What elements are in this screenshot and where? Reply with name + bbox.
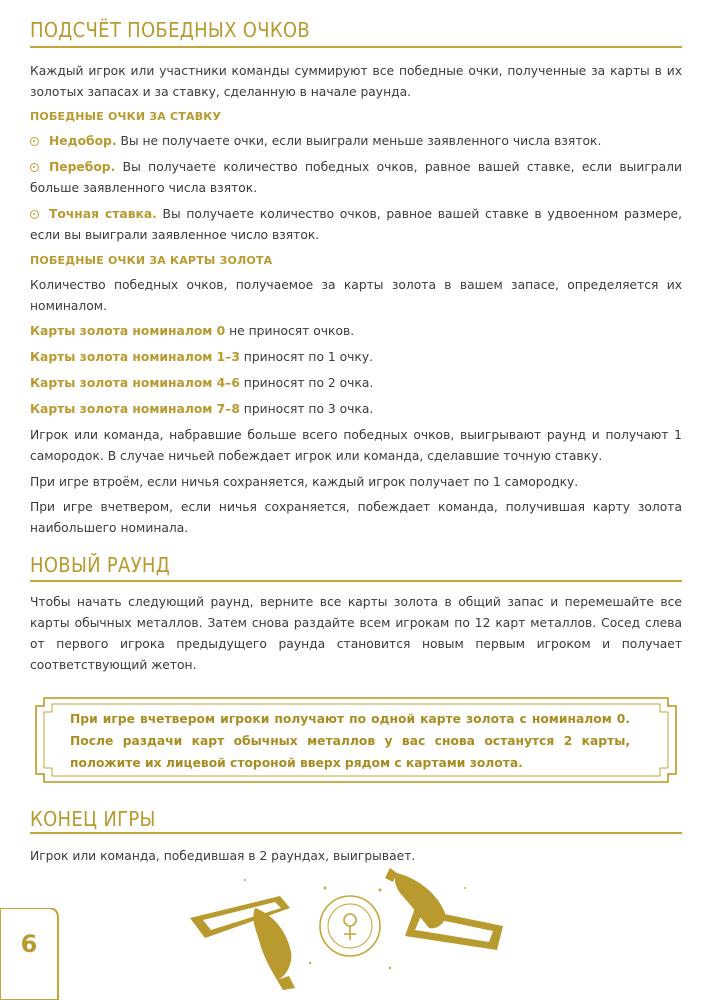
four-players-text: При игре вчетвером, если ничья сохраняется, побеждает команда, получившая карту золота наибольшего номинала. bbox=[30, 500, 682, 535]
page-number-tab bbox=[0, 908, 62, 1000]
section-divider bbox=[30, 46, 682, 48]
gold-item-7-8: Карты золота номиналом 7–8 приносят по 3 очка. bbox=[30, 402, 374, 416]
bullet-icon bbox=[30, 137, 39, 146]
gold-intro: Количество победных очков, получаемое за карты золота в вашем запасе, определяется их номиналом. bbox=[30, 278, 682, 313]
page-number: 6 bbox=[20, 930, 38, 958]
bid-item-exact: Точная ставка. Вы получаете количество очков, равное вашей ставке в удвоенном размере, если вы выиграли заявленное число взяток. bbox=[30, 207, 682, 242]
section-title-scoring: ПОДСЧЁТ ПОБЕДНЫХ ОЧКОВ bbox=[30, 18, 311, 42]
section-title-new-round: НОВЫЙ РАУНД bbox=[30, 553, 171, 577]
hands-illustration bbox=[185, 868, 515, 993]
winner-text: Игрок или команда, набравшие больше всего победных очков, выигрывают раунд и получают 1 самородок. В случае ничьей побеждает игрок или команда, сделавшие точную ставку. bbox=[30, 428, 682, 463]
end-game-text: Игрок или команда, победившая в 2 раундах, выигрывает. bbox=[30, 849, 416, 863]
new-round-text: Чтобы начать следующий раунд, верните все карты золота в общий запас и перемешайте все карты обычных металлов. Затем снова раздайте всем игрокам по 12 карт металлов. Сосед слева от первого игрока предыдущего раунда становится новым первым игроком и получает соответствующий жетон. bbox=[30, 595, 682, 672]
four-players-note: При игре вчетвером игроки получают по одной карте золота с номиналом 0. После раздачи карт обычных металлов у вас снова останутся 2 карты, положите их лицевой стороной вверх рядом с картами золота. bbox=[70, 712, 630, 770]
three-players-text: При игре втроём, если ничья сохраняется, каждый игрок получает по 1 самородку. bbox=[30, 475, 579, 489]
bid-item-under: Недобор. Вы не получаете очки, если выиграли меньше заявленного числа взяток. bbox=[30, 131, 682, 152]
gold-item-4-6: Карты золота номиналом 4–6 приносят по 2 очка. bbox=[30, 376, 374, 390]
bullet-icon bbox=[30, 163, 39, 172]
scoring-intro: Каждый игрок или участники команды суммируют все победные очки, полученные за карты в их золотых запасах и за ставку, сделанную в начале раунда. bbox=[30, 64, 682, 99]
bid-heading: ПОБЕДНЫЕ ОЧКИ ЗА СТАВКУ bbox=[30, 110, 222, 123]
gold-item-1-3: Карты золота номиналом 1–3 приносят по 1 очку. bbox=[30, 350, 374, 364]
bid-item-over: Перебор. Вы получаете количество победных очков, равное вашей ставке, если выиграли больше заявленного числа взяток. bbox=[30, 160, 682, 195]
gold-item-0: Карты золота номиналом 0 не приносят очков. bbox=[30, 324, 355, 338]
bullet-icon bbox=[30, 210, 39, 219]
section-divider bbox=[30, 832, 682, 834]
gold-heading: ПОБЕДНЫЕ ОЧКИ ЗА КАРТЫ ЗОЛОТА bbox=[30, 254, 273, 267]
section-title-end-game: КОНЕЦ ИГРЫ bbox=[30, 807, 156, 831]
section-divider bbox=[30, 580, 682, 582]
